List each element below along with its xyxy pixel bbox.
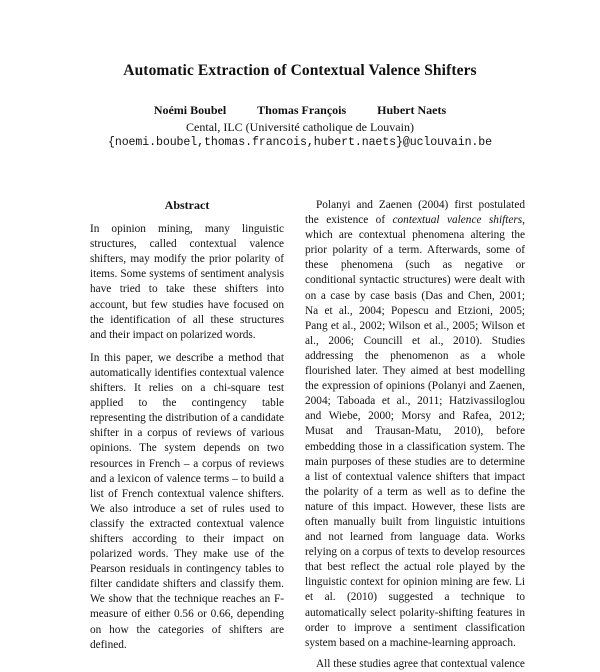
author-name: Thomas François (257, 103, 347, 117)
author-email: {noemi.boubel,thomas.francois,hubert.naets}@uclouvain.be (107, 136, 492, 149)
author-name: Noémi Boubel (153, 103, 227, 117)
abstract-paragraph: In opinion mining, many linguistic structures, called contextual valence shifters, may modify the prior polarity of items. Some systems of sentiment analysis have tried to take these shifters into account, but few studies have focused on the identification of all these structures and their impact on polarized words. (90, 223, 284, 341)
body-text: Polanyi and Zaenen (2004) first postulated the existence of (305, 199, 525, 227)
abstract-column (90, 198, 284, 653)
body-paragraph: All these studies agree that contextual valence (316, 657, 525, 670)
body-paragraph (305, 198, 525, 651)
body-text: , which are contextual phenomena altering the prior polarity of a term. Afterwards, some of these phenomena (such as negative or conditional syntactic structures) were dealt with on a case by case basis (Das and Chen, 2001; Na et al., 2004; Popescu and Etzioni, 2005; Pang et al., 2002; Wilson et al., 2005; Wilson et al., 2006; Councill et al., 2010). Studies addressing the phenomenon as a whole flourished later. They aimed at best modelling the expression of opinions (Polanyi and Zaenen, 2004; Taboada et al., 2011; Hatzivassiloglou and Wiebe, 2000; Morsy and Rafea, 2012; Musat and Trausan-Matu, 2010), before embedding those in a classification system. The main purposes of these studies are to determine a list of contextual valence shifters that impact the polarity of a term as well as to define the nature of this impact. However, these lists are often manually built from linguistic intuitions and not learned from language data. Works relying on a corpus of texts to develop resources that best reflect the actual role played by the linguistic context for opinion mining are few. Li et al. (2010) suggested a technique to automatically select polarity-shifting features in order to improve a sentiment classification system based on a machine-learning approach. (305, 214, 525, 649)
author-name: Hubert Naets (377, 103, 447, 117)
affiliation: Cental, ILC (Université catholique de Louvain) (186, 120, 414, 134)
paper-title: Automatic Extraction of Contextual Valence Shifters (123, 62, 477, 79)
introduction-column (305, 198, 525, 672)
emphasized-term: contextual valence shifters (392, 214, 523, 227)
abstract-paragraph: In this paper, we describe a method that automatically identifies contextual valence shifters. It relies on a chi-square test applied to the contingency table representing the distribution of a candidate shifter in a corpus of reviews of various opinions. The system depends on two resources in French – a corpus of reviews and a lexicon of valence terms – to build a list of French contextual valence shifters. We also introduce a set of rules used to classify the extracted contextual valence shifters according to their impact on polarized words. They make use of the Pearson residuals in contingency tables to filter candidate shifters and classify them. We show that the technique reaches an F-measure of either 0.56 or 0.66, depending on how the categories of shifters are defined. (90, 351, 284, 651)
author-list (0, 103, 600, 118)
abstract-heading: Abstract (164, 198, 210, 212)
